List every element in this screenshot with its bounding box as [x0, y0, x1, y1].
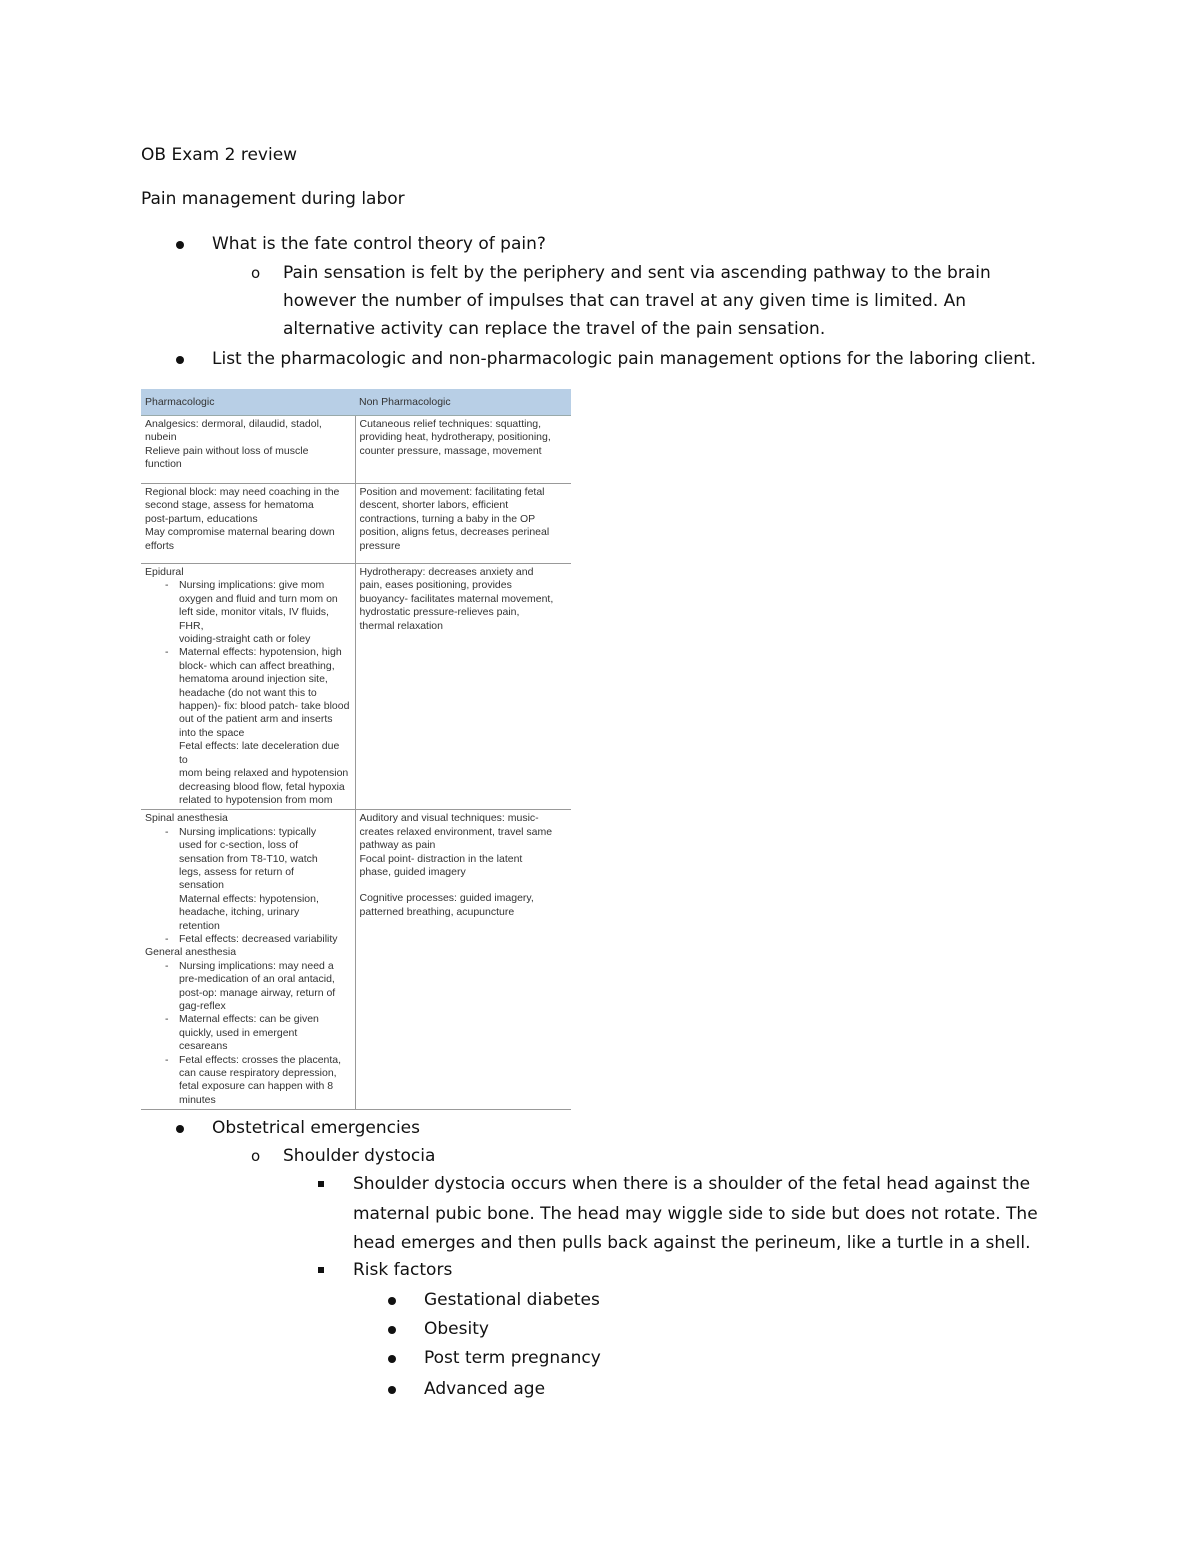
table-row — [141, 564, 571, 810]
square-bullet-icon — [318, 1267, 324, 1273]
table-header: Pharmacologic — [141, 389, 355, 416]
table-row — [141, 810, 571, 1110]
table-header: Non Pharmacologic — [355, 389, 571, 416]
document-title: OB Exam 2 review — [141, 145, 298, 165]
shoulder-dystocia-heading: Shoulder dystocia — [283, 1146, 436, 1166]
answer-line: Pain sensation is felt by the periphery and sent via ascending pathway to the brain — [283, 263, 991, 283]
definition-line: maternal pubic bone. The head may wiggle side to side but does not rotate. The — [353, 1204, 1038, 1224]
emergencies-heading: Obstetrical emergencies — [212, 1118, 421, 1138]
risk-factor-item: Post term pregnancy — [424, 1348, 601, 1368]
table-cell: Spinal anesthesia - Nursing implications: typically used for c-section, loss of sensation from T8-T10, watch legs, assess for return of sensation Maternal effects: hypotension, headache, itching, urinary retention - Fetal effects: decreased variability General anesthesia - Nursing implications: may need a pre-medication of an oral antacid, post-op: manage airway, return of gag-reflex - Maternal effects: can be given quickly, used in emergent cesareans - Fetal effects: crosses the placenta, can cause respiratory depression, fetal exposure can happen with 8 minutes — [141, 810, 355, 1110]
bullet-dot-icon — [388, 1326, 396, 1334]
definition-line: head emerges and then pulls back against the perineum, like a turtle in a shell. — [353, 1233, 1031, 1253]
section-heading: Pain management during labor — [141, 189, 405, 209]
table-cell: Position and movement: facilitating fetal descent, shorter labors, efficient contractions, turning a baby in the OP position, aligns fetus, decreases perineal pressure — [355, 484, 571, 564]
risk-factor-item: Obesity — [424, 1319, 489, 1339]
bullet-dot-icon — [388, 1355, 396, 1363]
risk-factors-heading: Risk factors — [353, 1260, 453, 1280]
bullet-dot-icon — [176, 356, 184, 364]
question-gate-control: What is the fate control theory of pain? — [212, 234, 546, 254]
table-cell: Cutaneous relief techniques: squatting, providing heat, hydrotherapy, positioning, counter pressure, massage, movement — [355, 416, 571, 484]
answer-line: alternative activity can replace the travel of the pain sensation. — [283, 319, 826, 339]
table-row — [141, 416, 571, 484]
table-cell: Analgesics: dermoral, dilaudid, stadol, nubein Relieve pain without loss of muscle function — [141, 416, 355, 484]
risk-factor-item: Gestational diabetes — [424, 1290, 600, 1310]
bullet-dot-icon — [176, 241, 184, 249]
bullet-dot-icon — [176, 1125, 184, 1133]
bullet-dot-icon — [388, 1386, 396, 1394]
table-cell: Hydrotherapy: decreases anxiety and pain, eases positioning, provides buoyancy- facilitates maternal movement, hydrostatic pressure-relieves pain, thermal relaxation — [355, 564, 571, 810]
table-cell: Auditory and visual techniques: music- creates relaxed environment, travel same pathway as pain Focal point- distraction in the latent phase, guided imagery Cognitive processes: guided imagery, patterned breathing, acupuncture — [355, 810, 571, 1110]
table-row — [141, 484, 571, 564]
risk-factor-item: Advanced age — [424, 1379, 546, 1399]
question-pain-options: List the pharmacologic and non-pharmacologic pain management options for the laboring client. — [212, 349, 1037, 369]
pain-management-table — [141, 389, 571, 1110]
definition-line: Shoulder dystocia occurs when there is a shoulder of the fetal head against the — [353, 1174, 1031, 1194]
answer-line: however the number of impulses that can travel at any given time is limited. An — [283, 291, 967, 311]
circle-bullet-icon: o — [251, 1147, 261, 1165]
table-cell: Regional block: may need coaching in the second stage, assess for hematoma post-partum, educations May compromise maternal bearing down efforts — [141, 484, 355, 564]
bullet-dot-icon — [388, 1297, 396, 1305]
circle-bullet-icon: o — [251, 264, 261, 282]
square-bullet-icon — [318, 1181, 324, 1187]
table-cell: Epidural - Nursing implications: give mom oxygen and fluid and turn mom on left side, monitor vitals, IV fluids, FHR, voiding-straight cath or foley - Maternal effects: hypotension, high block- which can affect breathing, hematoma around injection site, headache (do not want this to happen)- fix: blood patch- take blood out of the patient arm and inserts into the space Fetal effects: late deceleration due to mom being relaxed and hypotension decreasing blood flow, fetal hypoxia related to hypotension from mom — [141, 564, 355, 810]
